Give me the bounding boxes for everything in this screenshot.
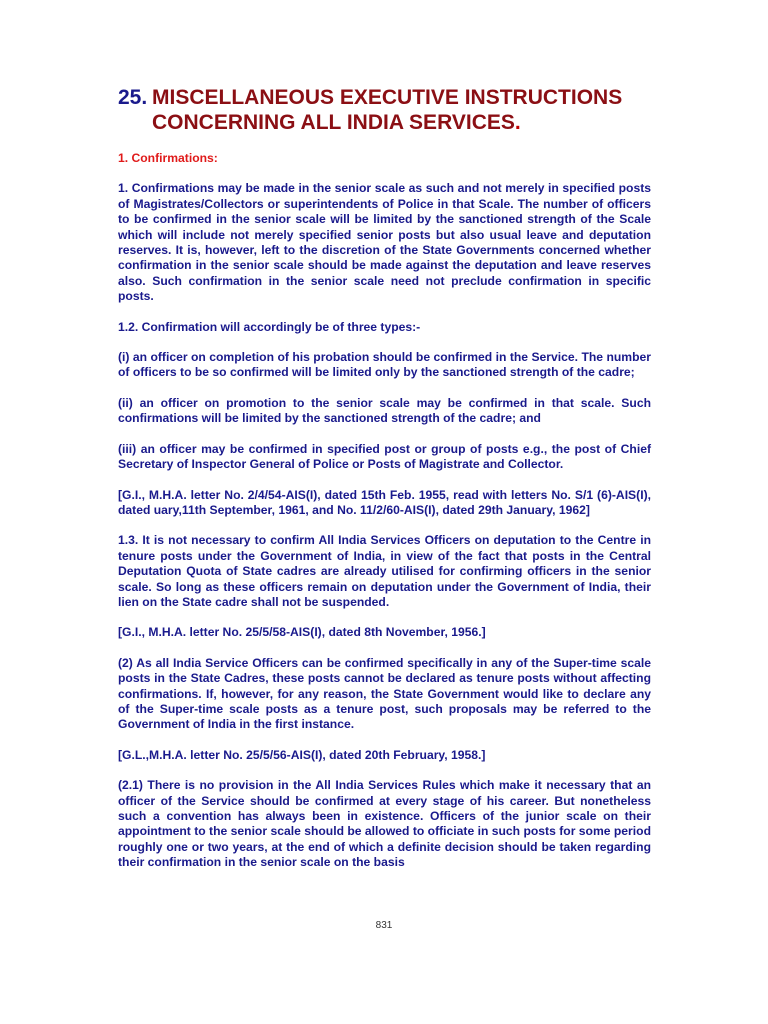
chapter-title-period: . [514,111,521,134]
paragraph-type-iii: (iii) an officer may be confirmed in specified post or group of posts e.g., the post of Chief Secretary of Inspector General of Police or Posts of Magistrate and Collector. [118,441,651,472]
chapter-title-text: MISCELLANEOUS EXECUTIVE INSTRUCTIONS CONCERNING ALL INDIA SERVICES [152,86,623,134]
paragraph-2-1: (2.1) There is no provision in the All India Services Rules which make it necessary that an officer of the Service should be confirmed at every stage of his career. But nonetheless such a convention has always been in existence. Officers of the junior scale on their appointment to the senior scale should be allowed to officiate in such posts for some period roughly one or two years, at the end of which a definite decision should be taken regarding their confirmation in the senior scale on the basis [118,778,651,870]
paragraph-1: 1. Confirmations may be made in the senior scale as such and not merely in specified posts of Magistrates/Collectors or superintendents of Police in that Scale. The number of officers to be confirmed in the senior scale will be limited by the sanctioned strength of the Scale which will include not merely specified senior posts but also usual leave and deputation reserves. It is, however, left to the discretion of the State Governments concerned whether confirmation in the senior scale should be made against the deputation and leave reserves also. Such confirmation in the senior scale need not preclude confirmation in specific posts. [118,181,651,304]
citation-1958: [G.L.,M.H.A. letter No. 25/5/56-AIS(I), dated 20th February, 1958.] [118,747,486,762]
chapter-title [152,85,678,135]
paragraph-type-i: (i) an officer on completion of his probation should be confirmed in the Service. The number of officers to be so confirmed will be limited only by the sanctioned strength of the cadre; [118,350,651,380]
page-number: 831 [375,920,393,931]
document-body [118,151,651,871]
chapter-number: 25. [118,86,148,109]
section-title: 1. Confirmations: [118,151,218,165]
paragraph-2: (2) As all India Service Officers can be confirmed specifically in any of the Super-time scale posts in the State Cadres, these posts cannot be declared as tenure posts without affecting confirmations. If, however, for any reason, the State Government would like to declare any of the Super-time scale posts as a tenure post, such proposals may be referred to the Government of India in the first instance. [118,655,651,732]
paragraph-1-2: 1.2. Confirmation will accordingly be of three types:- [118,319,421,334]
paragraph-type-ii: (ii) an officer on promotion to the senior scale may be confirmed in that scale. Such confirmations will be limited by the sanctioned strength of the cadre; and [118,395,651,426]
paragraph-1-3: 1.3. It is not necessary to confirm All India Services Officers on deputation to the Centre in tenure posts under the Government of India, in view of the fact that posts in the Central Deputation Quota of State cadres are already utilised for confirming officers in the senior scale. So long as these officers remain on deputation under the Government of India, their lien on the State cadre shall not be suspended. [118,533,651,609]
citation-1955: [G.I., M.H.A. letter No. 2/4/54-AIS(I), dated 15th Feb. 1955, read with letters No. S/1 (6)-AIS(I), dated uary,11th September, 1961, and No. 11/2/60-AIS(I), dated 29th January, 1962] [118,487,651,517]
chapter-heading [118,85,678,135]
citation-1956: [G.I., M.H.A. letter No. 25/5/58-AIS(I), dated 8th November, 1956.] [118,625,486,640]
